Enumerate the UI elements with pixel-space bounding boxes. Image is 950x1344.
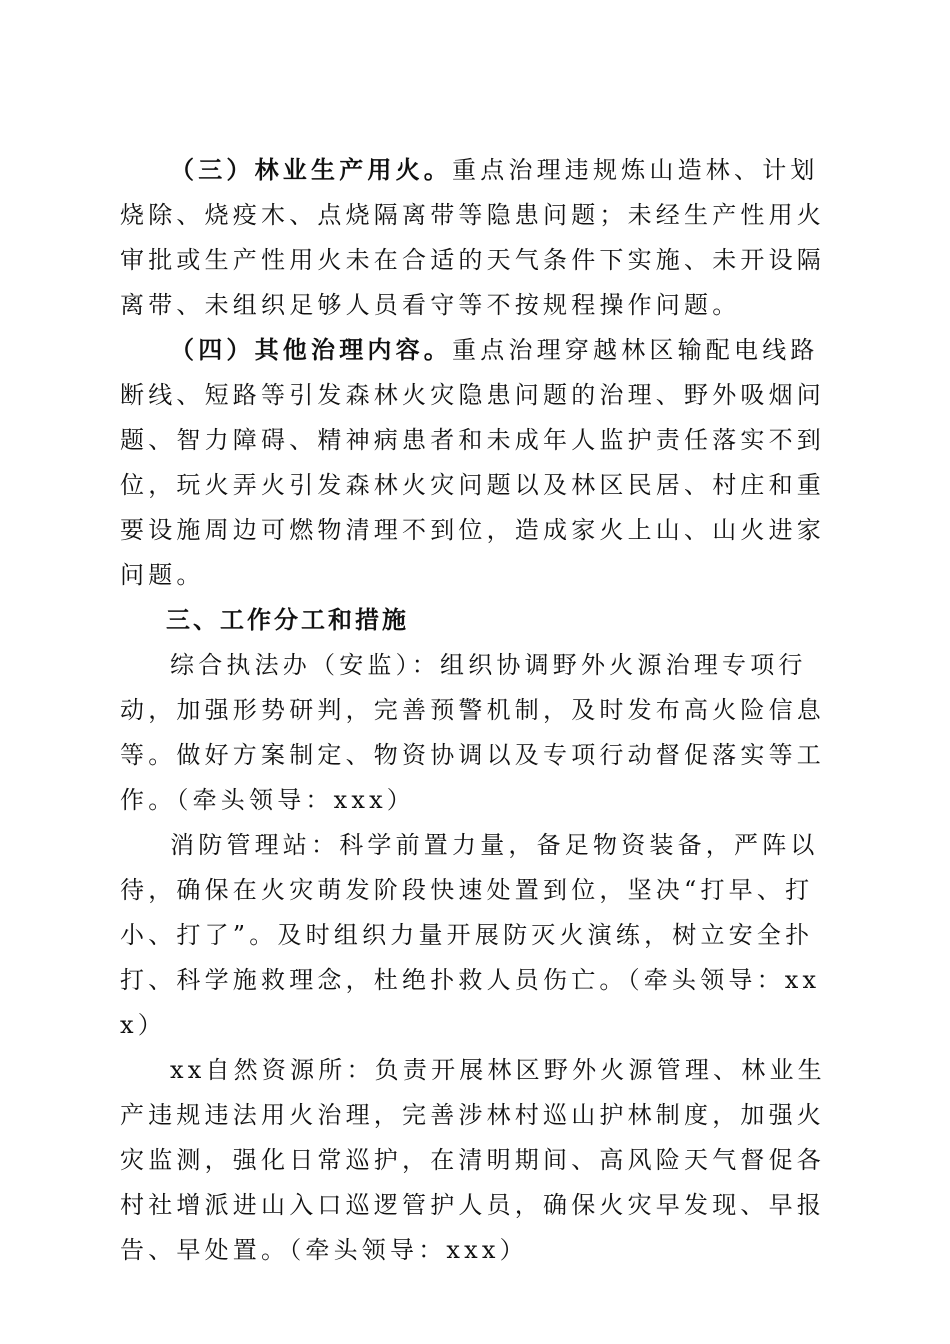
assignment-fire-management-station: 消防管理站：科学前置力量，备足物资装备，严阵以待，确保在火灾萌发阶段快速处置到位，坚决“打早、打小、打了”。及时组织力量开展防灭火演练，树立安全扑打、科学施救理念，杜绝扑救人员伤亡。（牵头领导：xxx） xyxy=(120,831,821,1039)
assignment-natural-resources-office: xx自然资源所：负责开展林区野外火源管理、林业生产违规违法用火治理，完善涉林村巡山护林制度，加强火灾监测，强化日常巡护，在清明期间、高风险天气督促各村社增派进山入口巡逻管护人员，确保火灾早发现、早报告、早处置。（牵头领导：xxx） xyxy=(120,1056,826,1264)
paragraph-text: 重点治理违规炼山造林、计划烧除、烧疫木、点烧隔离带等隐患问题；未经生产性用火审批或生产性用火未在合适的天气条件下实施、未开设隔离带、未组织足够人员看守等不按规程操作问题。 xyxy=(120,156,825,319)
paragraph-text: 重点治理穿越林区输配电线路断线、短路等引发森林火灾隐患问题的治理、野外吸烟问题、智力障碍、精神病患者和未成年人监护责任落实不到位，玩火弄火引发森林火灾问题以及林区民居、村庄和重要设施周边可燃物清理不到位，造成家火上山、山火进家问题。 xyxy=(120,336,825,589)
paragraph-lead: （四）其他治理内容。 xyxy=(170,336,452,364)
paragraph-other-governance xyxy=(120,328,832,598)
section-heading: 三、工作分工和措施 xyxy=(166,606,409,634)
document-body xyxy=(120,148,832,1273)
paragraph-lead: （三）林业生产用火。 xyxy=(170,156,452,184)
paragraph-forestry-fire-use xyxy=(120,148,832,328)
assignment-law-enforcement-office: 综合执法办（安监）：组织协调野外火源治理专项行动，加强形势研判，完善预警机制，及时发布高火险信息等。做好方案制定、物资协调以及专项行动督促落实等工作。（牵头领导：xxx） xyxy=(120,651,825,814)
